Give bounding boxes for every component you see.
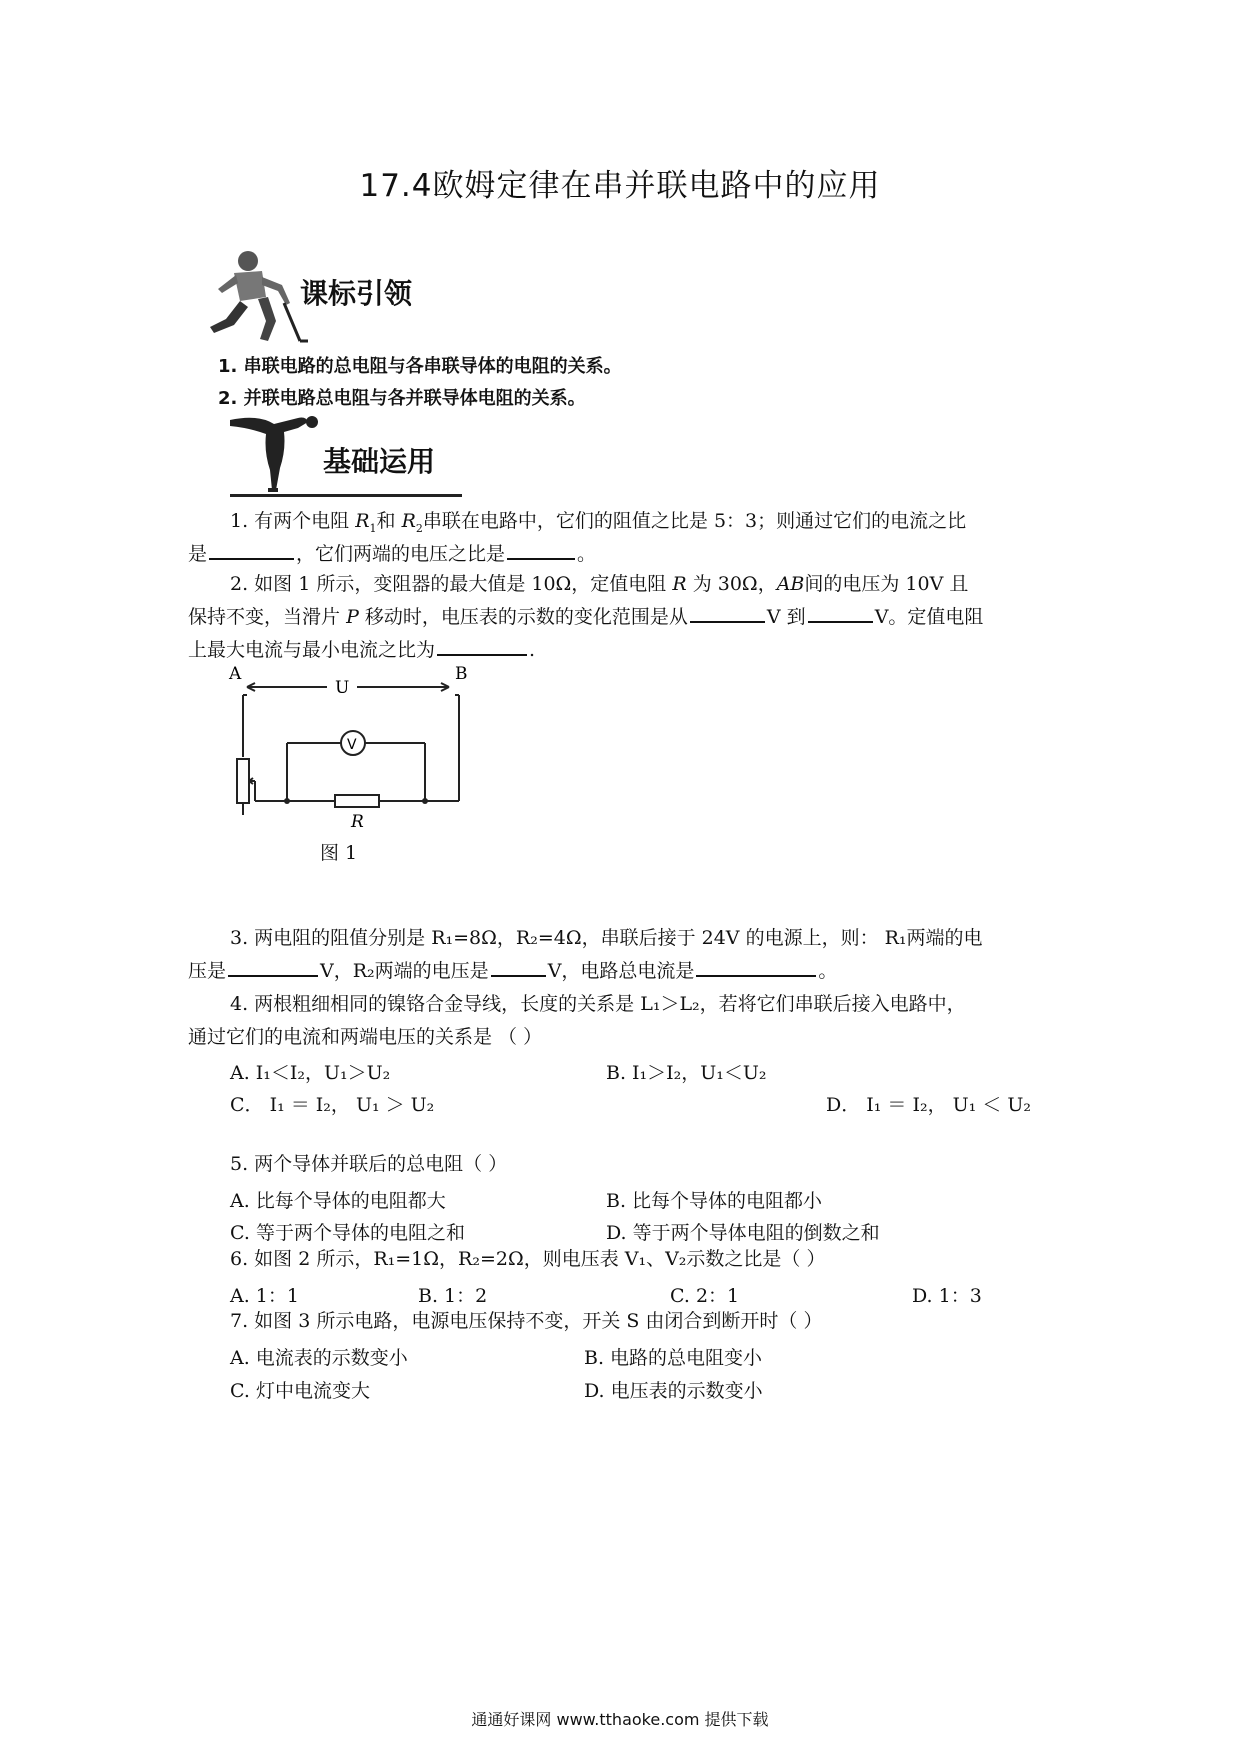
q7-option-a[interactable]: A. 电流表的示数变小: [230, 1347, 408, 1369]
q2-line2: 保持不变，当滑片 P 移动时，电压表的示数的变化范围是从 V 到 V。定值电阻: [188, 601, 983, 634]
q7-option-b[interactable]: B. 电路的总电阻变小: [584, 1347, 763, 1369]
q6-stem: 6. 如图 2 所示，R₁=1Ω，R₂=2Ω，则电压表 V₁、V₂示数之比是（ ）: [230, 1248, 826, 1270]
q3-line2: 压是 V，R₂两端的电压是 V，电路总电流是 。: [188, 955, 837, 988]
q6-option-a[interactable]: A. 1：1: [230, 1285, 299, 1307]
q3-line1: 3. 两电阻的阻值分别是 R₁=8Ω，R₂=4Ω，串联后接于 24V 的电源上，则： R₁两端的电: [230, 927, 983, 949]
q6-option-b[interactable]: B. 1：2: [418, 1285, 488, 1307]
q3-blank-u2[interactable]: [491, 955, 546, 977]
q4-option-c[interactable]: C． I₁ ＝ I₂， U₁ ＞ U₂: [230, 1094, 435, 1116]
hockey-player-icon: [196, 245, 308, 345]
q7-option-c[interactable]: C. 灯中电流变大: [230, 1380, 370, 1402]
q7-stem: 7. 如图 3 所示电路，电源电压保持不变，开关 S 由闭合到断开时（ ）: [230, 1310, 823, 1332]
section-heading-kebiao: 课标引领: [300, 277, 413, 310]
objective-1: 1. 串联电路的总电阻与各串联导体的电阻的关系。: [218, 356, 622, 377]
q5-stem: 5. 两个导体并联后的总电阻（ ）: [230, 1153, 508, 1175]
q1-blank-current-ratio[interactable]: [209, 538, 294, 560]
q5-option-a[interactable]: A. 比每个导体的电阻都大: [230, 1190, 446, 1212]
q2-line1: 2. 如图 1 所示，变阻器的最大值是 10Ω，定值电阻 R 为 30Ω，AB间的电压为 10V 且: [230, 573, 969, 595]
fig1-label-u: U: [335, 678, 350, 698]
q5-option-d[interactable]: D. 等于两个导体电阻的倒数之和: [606, 1222, 880, 1244]
q5-option-c[interactable]: C. 等于两个导体的电阻之和: [230, 1222, 465, 1244]
q4-option-b[interactable]: B. I₁＞I₂，U₁＜U₂: [606, 1062, 767, 1084]
fig1-label-a: A: [229, 665, 242, 684]
q3-blank-current[interactable]: [696, 955, 816, 977]
fig1-resistor-label: R: [351, 812, 364, 832]
q6-option-c[interactable]: C. 2：1: [670, 1285, 740, 1307]
q2-blank-max-voltage[interactable]: [808, 601, 873, 623]
section-divider: [230, 494, 462, 497]
q3-blank-u1[interactable]: [228, 955, 318, 977]
section-heading-jichu: 基础运用: [323, 445, 436, 478]
gymnast-icon: [228, 410, 338, 500]
q1-blank-voltage-ratio[interactable]: [507, 538, 575, 560]
q4-option-a[interactable]: A. I₁＜I₂，U₁＞U₂: [230, 1062, 391, 1084]
q4-line1: 4. 两根粗细相同的镍铬合金导线，长度的关系是 L₁＞L₂，若将它们串联后接入电路中，: [230, 993, 966, 1015]
q7-option-d[interactable]: D. 电压表的示数变小: [584, 1380, 763, 1402]
page-title: 17.4欧姆定律在串并联电路中的应用: [359, 168, 881, 204]
objective-2: 2. 并联电路总电阻与各并联导体电阻的关系。: [218, 388, 586, 409]
q2-line3: 上最大电流与最小电流之比为 .: [188, 634, 535, 667]
q4-line2: 通过它们的电流和两端电压的关系是 （ ）: [188, 1026, 543, 1048]
q6-option-d[interactable]: D. 1：3: [912, 1285, 982, 1307]
footer-credit: 通通好课网 www.tthaoke.com 提供下载: [471, 1710, 769, 1729]
q5-option-b[interactable]: B. 比每个导体的电阻都小: [606, 1190, 823, 1212]
fig1-voltmeter-label: V: [347, 737, 357, 753]
q4-option-d[interactable]: D． I₁ ＝ I₂， U₁ ＜ U₂: [826, 1094, 1031, 1116]
figure1-caption: 图 1: [320, 842, 358, 864]
q1-line1: 1. 有两个电阻 $R_1$和 $R_2$串联在电路中，它们的阻值之比是 5：3；则通过它们的电流之比: [230, 510, 967, 535]
fig1-label-b: B: [455, 665, 468, 684]
q1-line2: 是 ，它们两端的电压之比是 。: [188, 538, 596, 571]
q2-blank-current-ratio[interactable]: [437, 634, 527, 656]
q2-blank-min-voltage[interactable]: [690, 601, 765, 623]
